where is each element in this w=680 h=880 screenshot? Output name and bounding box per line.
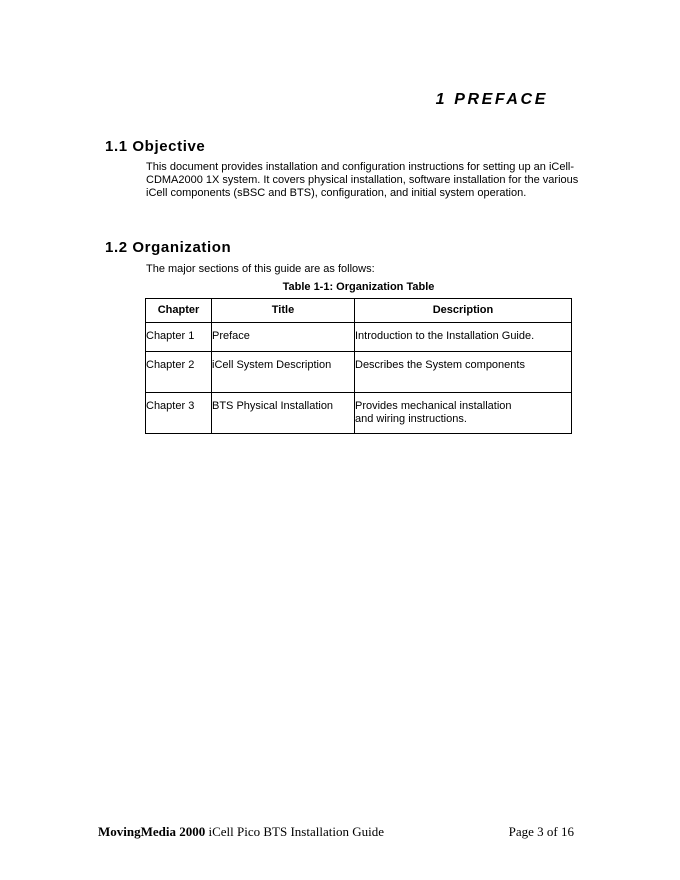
- cell-title: BTS Physical Installation: [212, 393, 355, 434]
- footer-page-number: Page 3 of 16: [508, 824, 574, 839]
- cell-chapter: Chapter 3: [146, 393, 212, 434]
- table-caption: Table 1-1: Organization Table: [282, 281, 435, 293]
- section-heading-organization: 1.2 Organization: [105, 239, 232, 256]
- footer-guide-title: iCell Pico BTS Installation Guide: [205, 824, 384, 839]
- table-header-row: [146, 299, 572, 323]
- column-header-chapter: Chapter: [146, 299, 212, 323]
- organization-paragraph: The major sections of this guide are as follows:: [146, 263, 375, 275]
- organization-table: [145, 298, 572, 434]
- objective-paragraph: This document provides installation and configuration instructions for setting up an iCell-CDMA2000 1X system. It covers physical installation, software installation for the various iCell components (sBSC and BTS), configuration, and initial system operation.: [146, 161, 579, 199]
- cell-title: Preface: [212, 323, 355, 352]
- cell-chapter: Chapter 2: [146, 352, 212, 393]
- section-heading-objective: 1.1 Objective: [105, 138, 206, 155]
- column-header-description: Description: [355, 299, 572, 323]
- cell-description: Introduction to the Installation Guide.: [355, 323, 572, 352]
- chapter-heading: 1 PREFACE: [435, 91, 548, 108]
- column-header-title: Title: [212, 299, 355, 323]
- footer-brand: MovingMedia 2000: [98, 824, 206, 839]
- table-row: [146, 352, 572, 393]
- cell-description: Describes the System components: [355, 352, 572, 393]
- footer-document-title: [98, 824, 384, 840]
- cell-chapter: Chapter 1: [146, 323, 212, 352]
- table-row: [146, 393, 572, 434]
- cell-description: Provides mechanical installation and wiring instructions.: [355, 393, 572, 434]
- table-row: [146, 323, 572, 352]
- cell-title: iCell System Description: [212, 352, 355, 393]
